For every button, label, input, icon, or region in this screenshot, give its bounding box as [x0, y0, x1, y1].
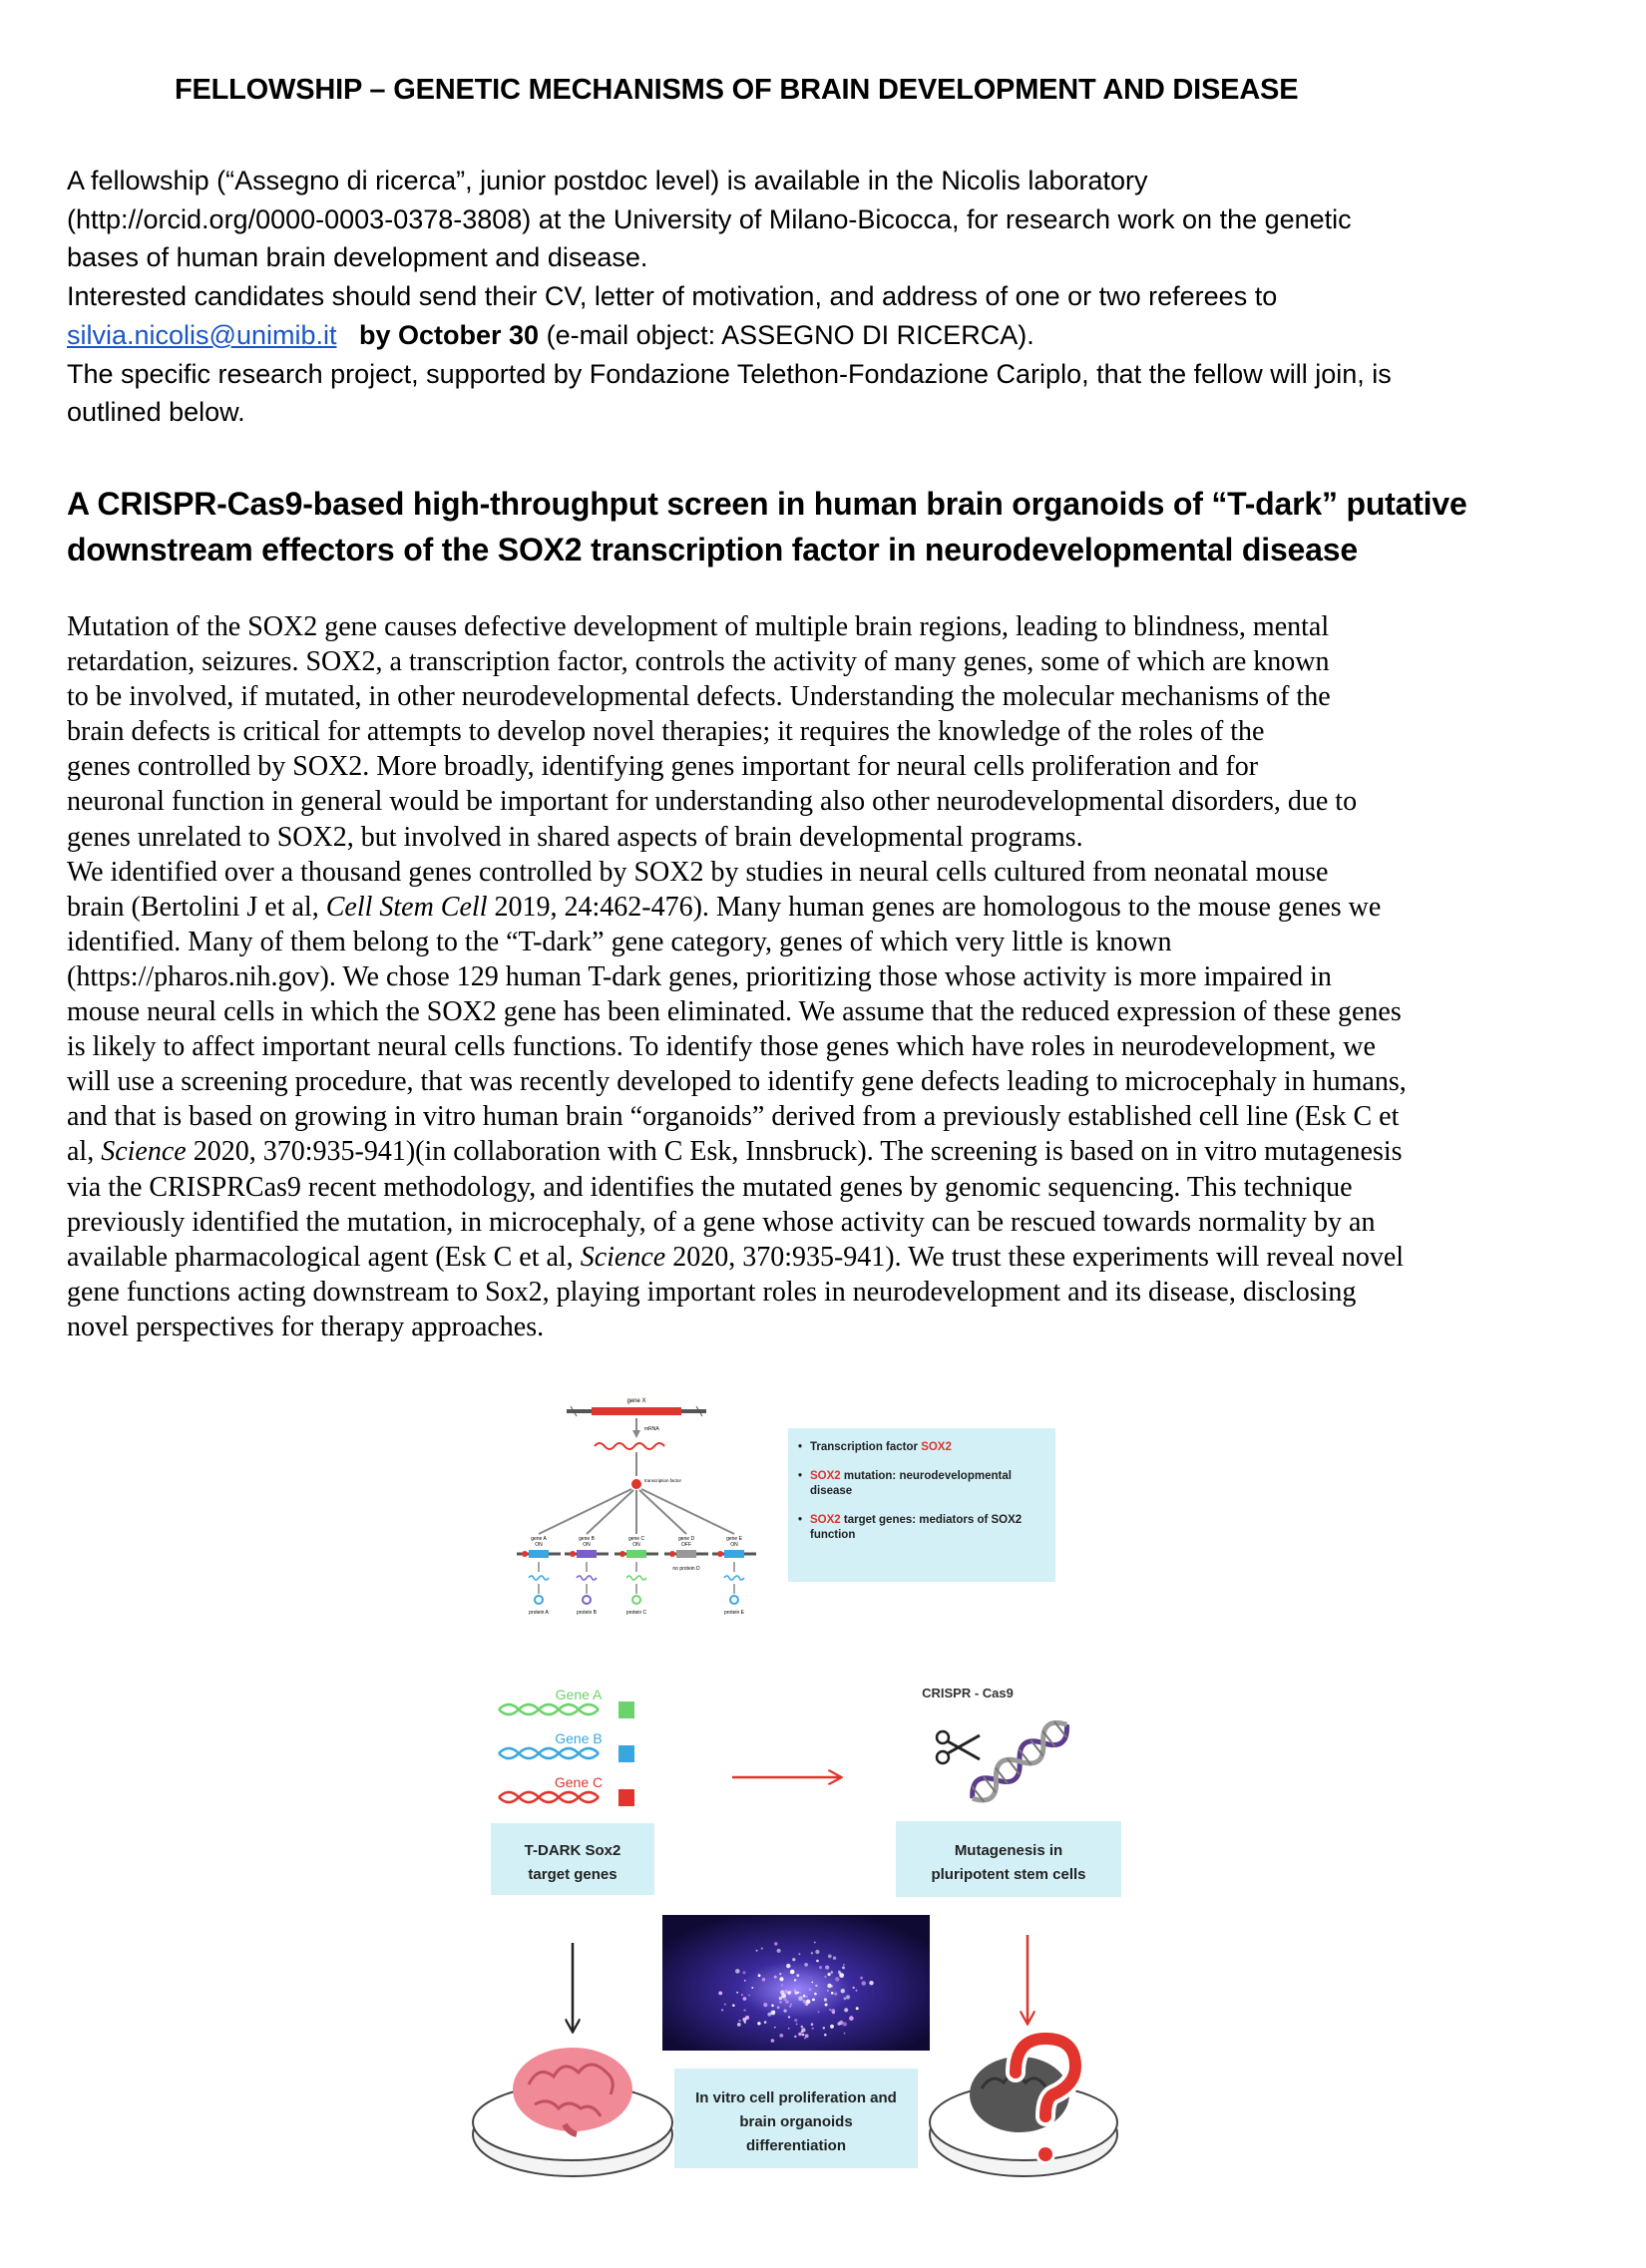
- body-line: novel perspectives for therapy approaches.: [67, 1311, 545, 1342]
- fluorescent-cell: [724, 2004, 726, 2006]
- body-line: neuronal function in general would be important for understanding also other neurodevelopmental disorders, due to: [67, 786, 1358, 818]
- body-line: Mutation of the SOX2 gene causes defective development of multiple brain regions, leading to blindness, mental: [67, 611, 1330, 642]
- gene-a-label: Gene A: [555, 1687, 603, 1702]
- fluorescent-cell: [742, 2018, 746, 2022]
- protein-icon: [535, 1596, 543, 1604]
- project-description: [67, 609, 1623, 1344]
- gene-state: OFF: [681, 1542, 691, 1548]
- gene-block: [724, 1550, 744, 1558]
- fluorescent-cell: [743, 2009, 745, 2011]
- email-link[interactable]: silvia.nicolis@unimib.it: [67, 319, 337, 350]
- gene-name: gene E: [726, 1536, 742, 1542]
- mrna-wave: [529, 1576, 549, 1580]
- protein-label: protein A: [529, 1610, 549, 1616]
- body-line: previously identified the mutation, in microcephaly, of a gene whose activity can be rescued towards normality by an: [67, 1206, 1376, 1238]
- fluorescent-cell: [777, 2006, 780, 2009]
- fluorescent-cell: [812, 2028, 814, 2030]
- target-gene: [615, 1536, 658, 1616]
- proliferation-box-line3: differentiation: [746, 2137, 846, 2154]
- fluorescent-cell: [833, 1957, 836, 1960]
- fluorescent-cell: [824, 2034, 827, 2037]
- protein-label: no protein D: [672, 1566, 700, 1572]
- gene-block: [577, 1550, 597, 1558]
- fluorescent-cell: [777, 1949, 781, 1953]
- intro-line: outlined below.: [67, 397, 245, 428]
- gene-state: ON: [632, 1542, 640, 1548]
- fluorescent-cell: [856, 2007, 859, 2010]
- fluorescent-cell: [794, 1991, 796, 1993]
- body-line: retardation, seizures. SOX2, a transcription factor, controls the activity of many genes, some of which are known: [67, 646, 1330, 678]
- bound-tf-icon: [669, 1551, 675, 1557]
- fluorescent-cell: [819, 1966, 822, 1969]
- fluorescent-cell: [825, 1966, 829, 1970]
- fluorescent-cell: [742, 1971, 745, 1974]
- fluorescent-cell: [814, 1942, 816, 1944]
- fluorescent-cell: [830, 2025, 834, 2029]
- fluorescent-cell: [824, 1998, 827, 2001]
- target-gene: [664, 1536, 708, 1572]
- fluorescent-cell: [798, 1953, 800, 1955]
- proliferation-box-line2: brain organoids: [739, 2113, 853, 2130]
- fluorescent-cell: [721, 2009, 723, 2011]
- fluorescent-cell: [860, 1977, 863, 1980]
- intro-contact-line: [67, 316, 1603, 355]
- gene-c-helix: [499, 1789, 634, 1806]
- fluorescent-cell: [825, 2004, 828, 2007]
- fluorescent-cell: [779, 1973, 781, 1975]
- fluorescent-cell: [856, 1990, 858, 1992]
- fluorescent-cell: [741, 1994, 743, 1996]
- fluorescent-cell: [798, 2033, 802, 2037]
- mrna-wave: [724, 1576, 744, 1580]
- fluorescent-cell: [869, 1981, 873, 1985]
- fluorescent-cell: [774, 1942, 778, 1946]
- fluorescent-cell: [831, 1992, 834, 1995]
- fluorescent-cell: [794, 1979, 796, 1981]
- fluorescent-cell: [792, 1958, 795, 1961]
- fluorescent-cell: [790, 1970, 795, 1975]
- fluorescent-cell: [785, 1990, 788, 1993]
- gene-c-label: Gene C: [554, 1774, 604, 1790]
- fluorescent-cell: [774, 1976, 777, 1979]
- fluorescent-cell: [844, 2008, 848, 2012]
- gene-state: ON: [730, 1542, 738, 1548]
- fluorescent-cell: [739, 2020, 741, 2022]
- bound-tf-icon: [619, 1551, 625, 1557]
- fluorescent-cell: [853, 1987, 855, 1989]
- fluorescent-cell: [811, 2023, 814, 2026]
- gene-name: gene D: [677, 1536, 695, 1542]
- fluorescent-cell: [841, 1989, 845, 1993]
- bound-tf-icon: [717, 1551, 723, 1557]
- page-title: FELLOWSHIP – GENETIC MECHANISMS OF BRAIN DEVELOPMENT AND DISEASE: [175, 74, 1299, 106]
- fluorescent-cell: [805, 2034, 809, 2038]
- fluorescent-cell: [790, 2004, 792, 2006]
- mutagenesis-box-line2: pluripotent stem cells: [931, 1866, 1086, 1883]
- intro-paragraph: [67, 162, 1603, 432]
- gene-name: gene C: [627, 1536, 645, 1542]
- project-title-line: A CRISPR-Cas9-based high-throughput screen in human brain organoids of “T-dark” putative: [67, 486, 1467, 522]
- protein-label: protein B: [576, 1610, 598, 1616]
- email-object: (e-mail object: ASSEGNO DI RICERCA).: [539, 319, 1034, 350]
- fluorescent-cell: [804, 1963, 808, 1967]
- fluorescent-cell: [815, 1985, 817, 1987]
- fluorescent-cell: [812, 1999, 814, 2001]
- fluorescent-cell: [838, 1971, 841, 1974]
- body-line: gene functions acting downstream to Sox2, playing important roles in neurodevelopment and its disease, disclosing: [67, 1276, 1357, 1308]
- deadline: by October 30: [359, 319, 540, 350]
- fluorescent-cell: [811, 1952, 813, 1954]
- body-line: We identified over a thousand genes controlled by SOX2 by studies in neural cells cultured from neonatal mouse: [67, 856, 1329, 888]
- fluorescent-cell: [837, 2022, 840, 2025]
- fluorescent-cell: [744, 1980, 746, 1982]
- fluorescent-cell: [732, 2004, 735, 2007]
- gene-state: ON: [583, 1542, 591, 1548]
- fluorescent-cell: [788, 2028, 790, 2030]
- intro-line: (http://orcid.org/0000-0003-0378-3808) at the University of Milano-Bicocca, for research work on the genetic: [67, 203, 1352, 234]
- intro-line: Interested candidates should send their CV, letter of motivation, and address of one or two referees to: [67, 281, 1278, 312]
- fluorescent-cell: [801, 2026, 804, 2029]
- journal-name: Cell Stem Cell: [325, 891, 488, 923]
- scissors-icon: [937, 1731, 980, 1763]
- crispr-workflow-diagram: [469, 1676, 1127, 2214]
- fluorescent-cell: [862, 1981, 867, 1986]
- journal-name: Science: [101, 1136, 187, 1168]
- fluorescent-cell: [816, 1960, 819, 1963]
- dna-helix-icon: [966, 1716, 1073, 1807]
- tf-label: transcription factor: [644, 1478, 682, 1483]
- fluorescent-cell: [788, 2016, 790, 2018]
- fluorescent-cell: [771, 2011, 776, 2016]
- project-title: [67, 481, 1603, 572]
- fluorescent-cell: [809, 1988, 812, 1991]
- fluorescent-cell: [818, 2011, 820, 2013]
- fluorescent-cell: [763, 2003, 767, 2007]
- fluorescent-cell: [779, 2034, 783, 2038]
- gene-block: [626, 1550, 646, 1558]
- body-line: via the CRISPRCas9 recent methodology, and identifies the mutated genes by genomic sequencing. This technique: [67, 1171, 1353, 1203]
- gene-state: ON: [535, 1542, 543, 1548]
- body-line: genes unrelated to SOX2, but involved in shared aspects of brain developmental programs.: [67, 821, 1083, 853]
- target-gene: [517, 1536, 561, 1616]
- fluorescent-cell: [827, 1990, 829, 1992]
- intro-line: A fellowship (“Assegno di ricerca”, junior postdoc level) is available in the Nicolis laboratory: [67, 166, 1148, 195]
- gene-a-helix: [499, 1701, 634, 1718]
- intro-line: The specific research project, supported by Fondazione Telethon-Fondazione Cariplo, that the fellow will join, is: [67, 358, 1392, 389]
- fluorescent-cell: [835, 1977, 839, 1981]
- gene-b-label: Gene B: [555, 1730, 603, 1746]
- fluorescent-cell: [799, 1992, 801, 1994]
- bound-tf-icon: [522, 1551, 528, 1557]
- fluorescent-cell: [828, 1973, 831, 1976]
- info-bullet: • SOX2 mutation: neurodevelopmental disease: [810, 1469, 1045, 1499]
- organoid-microscopy-image: [662, 1915, 930, 2051]
- fluorescent-cell: [774, 2027, 776, 2029]
- mrna-wave: [626, 1576, 646, 1580]
- fluorescent-cell: [814, 1993, 817, 1996]
- fluorescent-cell: [786, 1964, 790, 1968]
- protein-label: protein C: [625, 1610, 647, 1616]
- fluorescent-cell: [831, 2009, 835, 2013]
- body-line: and that is based on growing in vitro human brain “organoids” derived from a previously established cell line (Esk C et: [67, 1101, 1400, 1133]
- fluorescent-cell: [789, 2006, 791, 2008]
- body-line: available pharmacological agent (Esk C et al, Science 2020, 370:935-941). We trust these experiments will reveal novel: [67, 1241, 1405, 1273]
- fluorescent-cell: [829, 2009, 831, 2011]
- fluorescent-cell: [779, 1977, 783, 1981]
- gene-name: gene A: [531, 1536, 547, 1542]
- fluorescent-cell: [849, 2016, 854, 2021]
- fluorescent-cell: [771, 2005, 774, 2008]
- mrna-wave: [577, 1576, 597, 1580]
- tdark-box-line1: T-DARK Sox2: [524, 1842, 621, 1859]
- fluorescent-cell: [748, 1995, 750, 1997]
- info-bullet: • Transcription factor SOX2: [810, 1440, 1045, 1455]
- proliferation-box-line1: In vitro cell proliferation and: [695, 2089, 897, 2106]
- protein-icon: [730, 1596, 738, 1604]
- fluorescent-cell: [743, 1997, 747, 2001]
- fluorescent-cell: [757, 2022, 760, 2025]
- protein-label: protein E: [723, 1610, 745, 1616]
- fluorescent-cell: [796, 2024, 798, 2026]
- gene-x-label: gene X: [626, 1398, 646, 1404]
- transcription-factor-icon: [631, 1479, 641, 1489]
- info-bullet: • SOX2 target genes: mediators of SOX2 function: [810, 1513, 1045, 1543]
- fluorescent-cell: [736, 1992, 738, 1994]
- fluorescent-cell: [798, 1996, 803, 2001]
- fluorescent-cell: [781, 1994, 786, 1999]
- body-line: will use a screening procedure, that was recently developed to identify gene defects leading to microcephaly in humans,: [67, 1066, 1407, 1098]
- journal-name: Science: [580, 1241, 666, 1273]
- fluorescent-cell: [815, 1950, 819, 1954]
- fluorescent-cell: [831, 1971, 833, 1973]
- fluorescent-cell: [718, 1992, 722, 1996]
- fluorescent-cell: [762, 1978, 766, 1982]
- mrna-label: mRNA: [644, 1426, 659, 1432]
- fluorescent-cell: [842, 1967, 845, 1970]
- fluorescent-cell: [794, 2019, 797, 2022]
- fluorescent-cell: [812, 1982, 814, 1984]
- bound-tf-icon: [570, 1551, 576, 1557]
- fluorescent-cell: [828, 1955, 832, 1959]
- gene-b-helix: [499, 1745, 634, 1762]
- tdark-box-line2: target genes: [528, 1866, 617, 1883]
- gene-x-dna: [567, 1406, 706, 1416]
- body-line: (https://pharos.nih.gov). We chose 129 human T-dark genes, prioritizing those whose activity is more impaired in: [67, 960, 1332, 992]
- body-line: identified. Many of them belong to the “T-dark” gene category, genes of which very little is known: [67, 926, 1172, 957]
- fluorescent-cell: [844, 2033, 846, 2035]
- fluorescent-cell: [771, 2039, 775, 2043]
- fluorescent-cell: [843, 1964, 845, 1966]
- fluorescent-cell: [823, 2027, 826, 2030]
- fluorescent-cell: [767, 2013, 771, 2017]
- target-gene: [712, 1536, 756, 1616]
- mutagenesis-box: [896, 1821, 1121, 1897]
- fluorescent-cell: [785, 2000, 789, 2004]
- fluorescent-cell: [735, 1969, 740, 1974]
- tdark-genes-box: [491, 1823, 654, 1895]
- protein-icon: [632, 1596, 640, 1604]
- fluorescent-cell: [737, 2023, 741, 2027]
- intro-line: bases of human brain development and disease.: [67, 242, 648, 273]
- body-line: brain defects is critical for attempts to develop novel therapies; it requires the knowledge of the roles of the: [67, 716, 1265, 748]
- fluorescent-cell: [844, 1997, 847, 2000]
- fluorescent-cell: [797, 1992, 799, 1994]
- fluorescent-cell: [805, 2002, 809, 2006]
- fluorescent-cell: [779, 2001, 782, 2004]
- fluorescent-cell: [824, 1976, 826, 1978]
- body-line: genes controlled by SOX2. More broadly, identifying genes important for neural cells proliferation and for: [67, 751, 1259, 783]
- fluorescent-cell: [756, 1950, 758, 1952]
- protein-icon: [583, 1596, 591, 1604]
- fluorescent-cell: [846, 1995, 850, 1999]
- fluorescent-cell: [834, 1992, 837, 1995]
- fluorescent-cell: [802, 2034, 805, 2037]
- fluorescent-cell: [779, 1997, 782, 2000]
- gene-name: gene B: [579, 1536, 595, 1542]
- fluorescent-cell: [801, 2028, 805, 2032]
- target-gene: [565, 1536, 609, 1616]
- fluorescent-cell: [761, 1948, 763, 1950]
- fluorescent-cell: [744, 2022, 746, 2024]
- fluorescent-cell: [758, 1974, 761, 1977]
- fluorescent-cell: [827, 1984, 831, 1988]
- body-line: to be involved, if mutated, in other neurodevelopmental defects. Understanding the molecular mechanisms of the: [67, 681, 1331, 713]
- project-title-line: downstream effectors of the SOX2 transcription factor in neurodevelopmental disease: [67, 532, 1358, 567]
- fluorescent-cell: [796, 1974, 799, 1977]
- gene-block: [676, 1550, 696, 1558]
- body-line: is likely to affect important neural cells functions. To identify those genes which have roles in neurodevelopment, we: [67, 1031, 1376, 1063]
- fluorescent-cell: [784, 2010, 787, 2013]
- sox2-info-panel: [788, 1428, 1055, 1582]
- crispr-label: CRISPR - Cas9: [922, 1686, 1014, 1701]
- body-line: mouse neural cells in which the SOX2 gene has been eliminated. We assume that the reduced expression of these genes: [67, 996, 1402, 1028]
- fluorescent-cell: [781, 1984, 783, 1986]
- mrna-wave: [595, 1443, 664, 1449]
- fluorescent-cell: [794, 2036, 796, 2038]
- fluorescent-cell: [787, 1991, 790, 1994]
- gene-block: [529, 1550, 549, 1558]
- target-genes: [517, 1536, 756, 1616]
- mutagenesis-box-line1: Mutagenesis in: [954, 1842, 1063, 1859]
- body-line: brain (Bertolini J et al, Cell Stem Cell 2019, 24:462-476). Many human genes are homologous to the mouse genes we: [67, 891, 1382, 923]
- fluorescent-cell: [751, 1987, 753, 1989]
- fluorescent-cell: [764, 2021, 767, 2024]
- body-line: al, Science 2020, 370:935-941)(in collaboration with C Esk, Innsbruck). The screening is based on in vitro mutagenesis: [67, 1136, 1403, 1168]
- fluorescent-cell: [803, 1995, 806, 1998]
- fluorescent-cell: [806, 1996, 808, 1998]
